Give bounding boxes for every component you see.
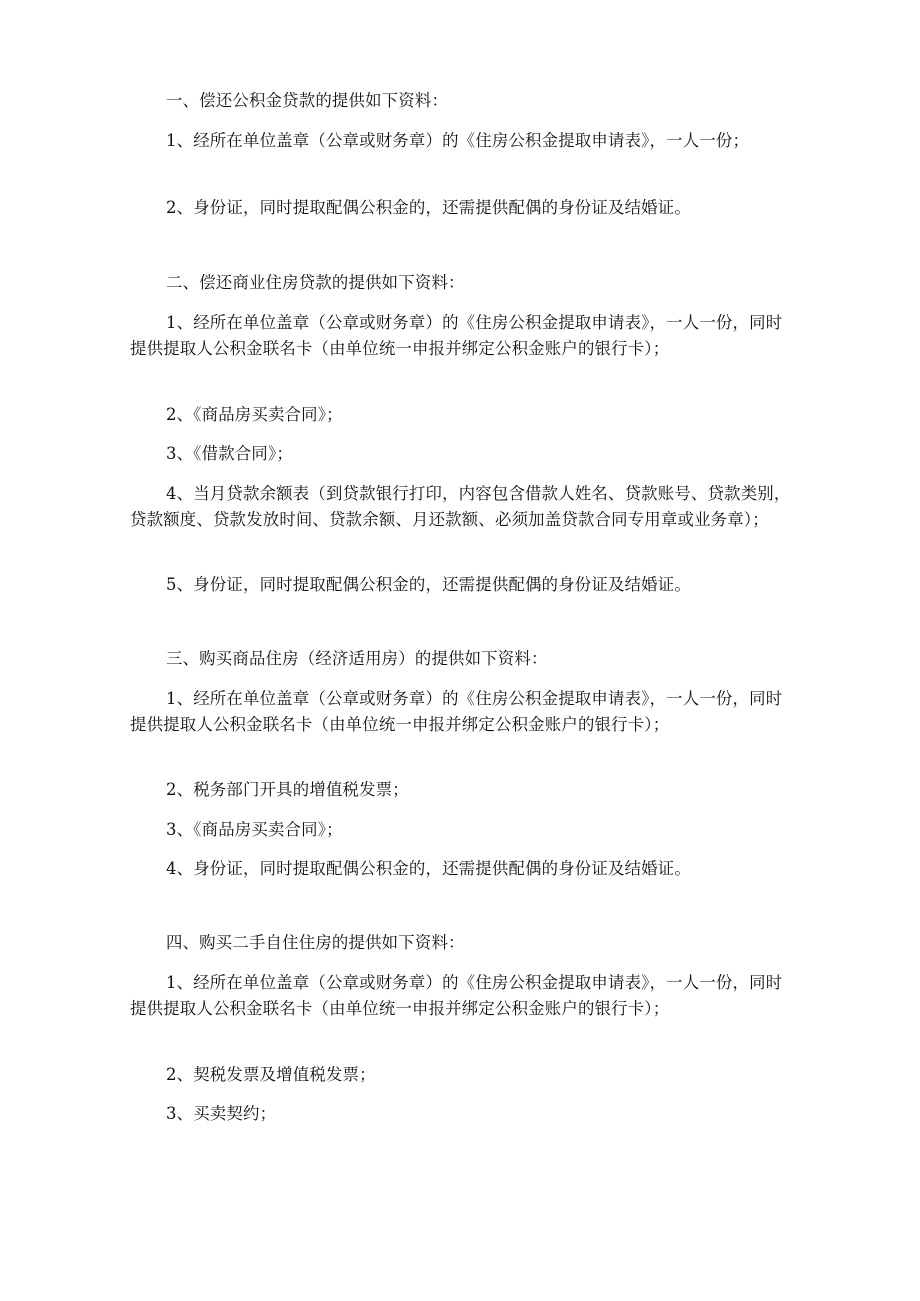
section-1-item-1: 1、经所在单位盖章（公章或财务章）的《住房公积金提取申请表》，一人一份；: [166, 131, 750, 150]
section-2-item-1: 1、经所在单位盖章（公章或财务章）的《住房公积金提取申请表》，一人一份，同时提供提取人公积金联名卡（由单位统一申报并绑定公积金账户的银行卡）；: [130, 313, 783, 358]
section-2-item-5: 5、身份证，同时提取配偶公积金的，还需提供配偶的身份证及结婚证。: [166, 575, 691, 594]
section-4-item-1: 1、经所在单位盖章（公章或财务章）的《住房公积金提取申请表》，一人一份，同时提供提取人公积金联名卡（由单位统一申报并绑定公积金账户的银行卡）；: [130, 973, 783, 1018]
section-4-heading: 四、购买二手自住住房的提供如下资料：: [166, 933, 465, 952]
section-4-item-2: 2、契税发票及增值税发票；: [166, 1065, 376, 1084]
section-2-item-4: 4、当月贷款余额表（到贷款银行打印，内容包含借款人姓名、贷款账号、贷款类别，贷款额度、贷款发放时间、贷款余额、月还款额、必须加盖贷款合同专用章或业务章）；: [130, 484, 791, 529]
section-2-item-2: 2、《商品房买卖合同》；: [166, 405, 343, 424]
section-2-heading: 二、偿还商业住房贷款的提供如下资料：: [166, 273, 465, 292]
section-3-item-1: 1、经所在单位盖章（公章或财务章）的《住房公积金提取申请表》，一人一份，同时提供提取人公积金联名卡（由单位统一申报并绑定公积金账户的银行卡）；: [130, 689, 783, 734]
section-1-item-2: 2、身份证，同时提取配偶公积金的，还需提供配偶的身份证及结婚证。: [166, 198, 691, 217]
section-3-heading: 三、购买商品住房（经济适用房）的提供如下资料：: [166, 649, 548, 668]
section-3-item-3: 3、《商品房买卖合同》；: [166, 820, 343, 839]
section-2-item-3: 3、《借款合同》；: [166, 444, 293, 463]
section-1-heading: 一、偿还公积金贷款的提供如下资料：: [166, 91, 449, 110]
section-4-item-3: 3、买卖契约；: [166, 1104, 277, 1123]
section-3-item-4: 4、身份证，同时提取配偶公积金的，还需提供配偶的身份证及结婚证。: [166, 859, 691, 878]
section-3-item-2: 2、税务部门开具的增值税发票；: [166, 780, 409, 799]
